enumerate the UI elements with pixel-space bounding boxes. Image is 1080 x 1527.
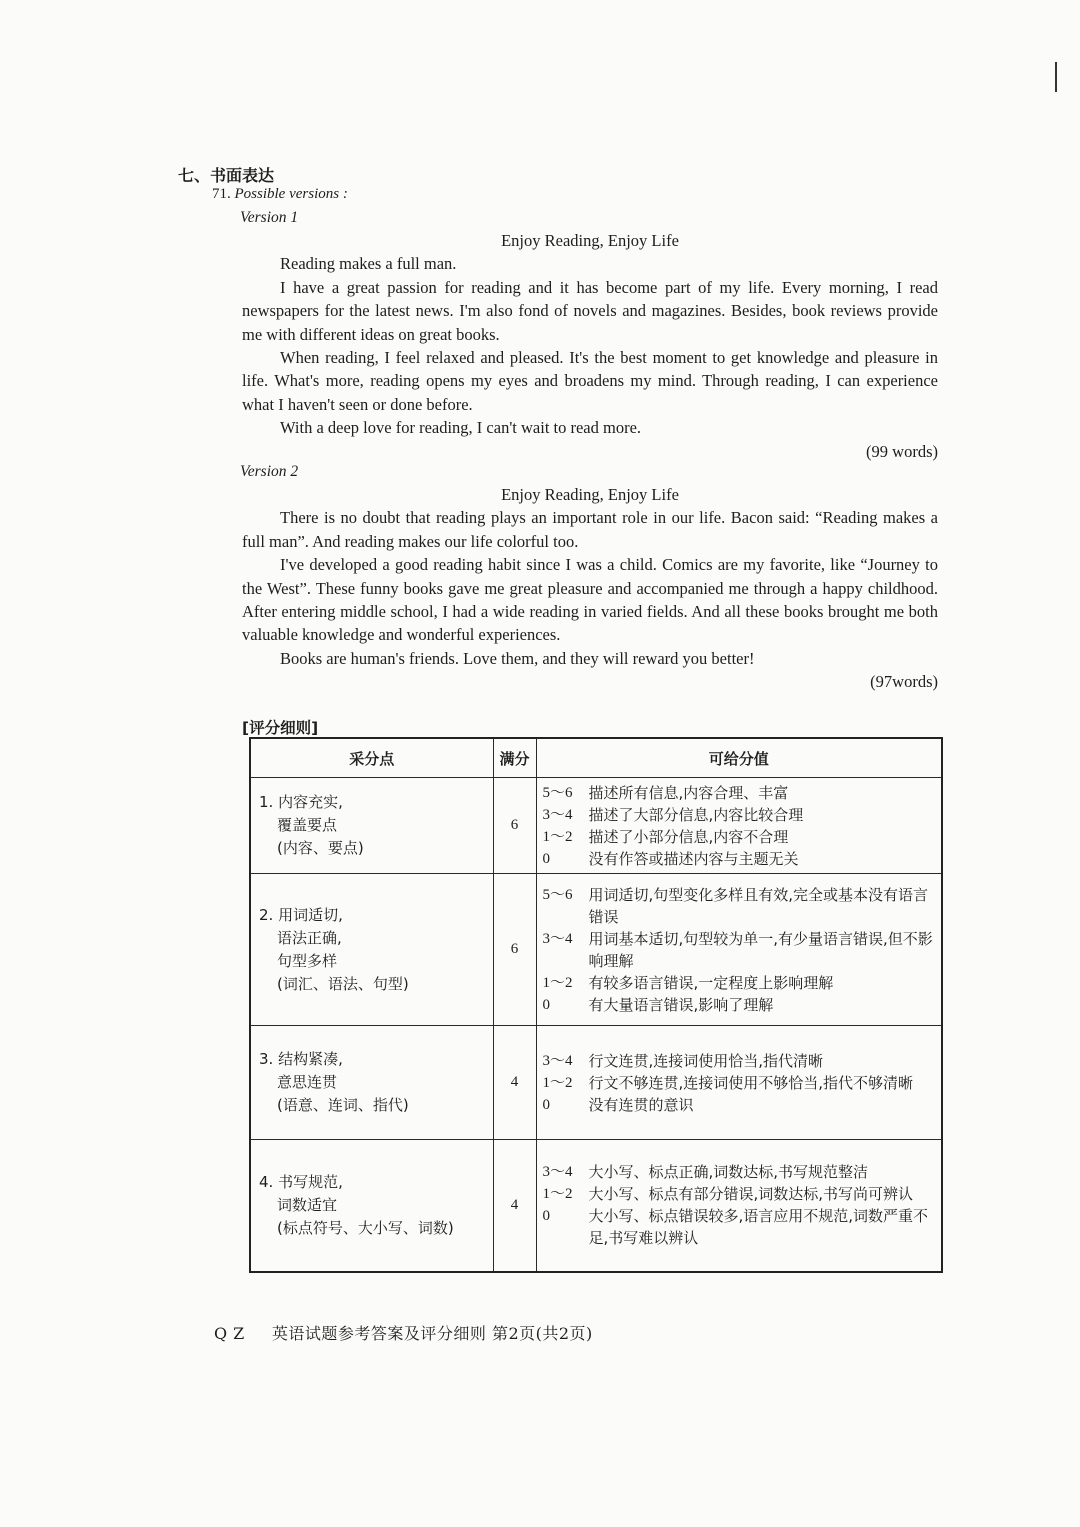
score-description: 没有作答或描述内容与主题无关 <box>588 849 799 868</box>
header-scoring-point: 采分点 <box>250 738 493 778</box>
score-value-row <box>543 826 936 848</box>
score-range: 1～2 <box>542 974 573 991</box>
score-description: 有较多语言错误,一定程度上影响理解 <box>588 973 834 992</box>
word-count: (99 words) <box>866 441 938 461</box>
rubric-label: [评分细则] <box>242 719 319 737</box>
essay-paragraph: When reading, I feel relaxed and pleased. It's the best moment to get knowledge and pleasure in life. What's more, reading opens my eyes and broadens my mind. Through reading, I can experience what I haven't seen or done before. <box>242 348 938 414</box>
rubric-table <box>249 737 943 1273</box>
score-range: 3～4 <box>542 930 573 947</box>
score-range: 1～2 <box>542 828 573 845</box>
score-description: 大小写、标点错误较多,语言应用不规范,词数严重不足,书写难以辨认 <box>588 1207 929 1248</box>
version-1-label: Version 1 <box>240 209 299 226</box>
question-label-text: Possible versions : <box>234 186 348 202</box>
score-range: 0 <box>542 1208 550 1225</box>
score-description: 行文不够连贯,连接词使用不够恰当,指代不够清晰 <box>588 1073 914 1092</box>
essay-title: Enjoy Reading, Enjoy Life <box>501 485 679 504</box>
score-range: 5～6 <box>542 784 573 801</box>
score-range: 5～6 <box>542 886 573 903</box>
score-description: 没有连贯的意识 <box>588 1095 694 1114</box>
score-value-row <box>543 1161 936 1183</box>
header-full-score: 满分 <box>493 738 536 778</box>
scoring-point-cell <box>250 778 493 874</box>
full-score-cell: 4 <box>493 1026 536 1140</box>
word-count: (97words) <box>870 672 938 692</box>
essay-paragraph: I've developed a good reading habit since I was a child. Comics are my favorite, like “Journey to the West”. These funny books gave me great pleasure and accompanied me through a happy childhood. After entering middle school, I had a wide reading in varied fields. And all these books brought me both valuable knowledge and wonderful experiences. <box>242 555 938 645</box>
score-description: 大小写、标点有部分错误,词数达标,书写尚可辨认 <box>588 1185 914 1204</box>
score-description: 行文连贯,连接词使用恰当,指代清晰 <box>588 1051 824 1070</box>
scoring-point-line: 意思连贯 <box>277 1073 338 1091</box>
essay-paragraph: Books are human's friends. Love them, and they will reward you better! <box>280 648 755 668</box>
scoring-point-line: (语意、连词、指代) <box>277 1096 409 1114</box>
score-value-row <box>543 782 936 804</box>
score-value-row <box>543 1050 936 1072</box>
score-description: 大小写、标点正确,词数达标,书写规范整洁 <box>588 1163 869 1182</box>
version-2-essay <box>242 483 938 694</box>
score-range: 1～2 <box>542 1074 573 1091</box>
scoring-point-line: 词数适宜 <box>277 1195 338 1214</box>
score-value-row <box>543 1205 936 1249</box>
score-value-row <box>543 848 936 870</box>
score-values-cell <box>536 874 942 1026</box>
scoring-point-cell <box>250 1140 493 1272</box>
scoring-point-cell <box>250 874 493 1026</box>
essay-paragraph: There is no doubt that reading plays an important role in our life. Bacon said: “Reading makes a full man”. And reading makes our life colorful too. <box>242 508 938 551</box>
scoring-point-cell <box>250 1026 493 1140</box>
scoring-point-line: 句型多样 <box>277 951 338 970</box>
footer-title: 英语试题参考答案及评分细则 <box>271 1324 487 1343</box>
scoring-point-line: 覆盖要点 <box>277 816 338 834</box>
score-values-cell <box>536 1026 942 1140</box>
question-label <box>212 186 348 203</box>
section-title: 七、书面表达 <box>178 166 275 185</box>
score-range: 0 <box>542 1096 550 1113</box>
score-description: 描述了大部分信息,内容比较合理 <box>588 805 804 824</box>
question-number: 71. <box>212 186 231 202</box>
scoring-point-line: (词汇、语法、句型) <box>277 974 409 993</box>
essay-paragraph: Reading makes a full man. <box>280 254 457 274</box>
full-score-cell: 6 <box>493 874 536 1026</box>
score-range: 3～4 <box>542 806 573 823</box>
score-range: 0 <box>542 996 550 1013</box>
full-score-cell: 6 <box>493 778 536 874</box>
footer-page-number: 第2页(共2页) <box>491 1324 593 1343</box>
essay-title: Enjoy Reading, Enjoy Life <box>501 231 679 250</box>
score-range: 3～4 <box>542 1052 573 1069</box>
rubric-row <box>250 1026 942 1140</box>
score-range: 1～2 <box>542 1186 573 1203</box>
score-value-row <box>543 1094 936 1116</box>
essay-paragraph: I have a great passion for reading and it has become part of my life. Every morning, I read newspapers for the latest news. I'm also fond of novels and magazines. Besides, book reviews provide me with different ideas on great books. <box>242 277 938 344</box>
header-score-values: 可给分值 <box>536 738 942 778</box>
scoring-point-line: 4. 书写规范, <box>259 1172 343 1191</box>
scoring-point-line: 语法正确, <box>277 928 342 947</box>
scan-edge-mark <box>1055 62 1057 92</box>
score-description: 用词适切,句型变化多样且有效,完全或基本没有语言错误 <box>588 885 929 926</box>
score-value-row <box>543 928 936 972</box>
score-value-row <box>543 804 936 826</box>
score-value-row <box>543 972 936 994</box>
score-description: 描述所有信息,内容合理、丰富 <box>588 783 789 802</box>
scoring-point-line: 2. 用词适切, <box>259 905 343 924</box>
score-value-row <box>543 884 936 928</box>
version-1-essay <box>242 229 938 463</box>
scoring-point-line: 1. 内容充实, <box>259 793 343 811</box>
score-description: 用词基本适切,句型较为单一,有少量语言错误,但不影响理解 <box>588 929 933 970</box>
page-footer <box>214 1321 593 1344</box>
rubric-header-row <box>250 738 942 778</box>
rubric-row <box>250 1140 942 1272</box>
score-description: 描述了小部分信息,内容不合理 <box>588 827 789 846</box>
rubric-row <box>250 874 942 1026</box>
scoring-point-line: (内容、要点) <box>277 839 364 857</box>
score-range: 3～4 <box>542 1164 573 1181</box>
score-range: 0 <box>542 850 550 867</box>
score-value-row <box>543 994 936 1016</box>
footer-code: QZ <box>214 1324 251 1343</box>
score-values-cell <box>536 1140 942 1272</box>
rubric-row <box>250 778 942 874</box>
score-description: 有大量语言错误,影响了理解 <box>588 995 774 1014</box>
score-value-row <box>543 1183 936 1205</box>
score-values-cell <box>536 778 942 874</box>
full-score-cell: 4 <box>493 1140 536 1272</box>
scoring-point-line: (标点符号、大小写、词数) <box>277 1218 454 1237</box>
score-value-row <box>543 1072 936 1094</box>
scoring-point-line: 3. 结构紧凑, <box>259 1050 343 1068</box>
version-2-label: Version 2 <box>240 463 299 480</box>
essay-paragraph: With a deep love for reading, I can't wait to read more. <box>280 418 642 438</box>
